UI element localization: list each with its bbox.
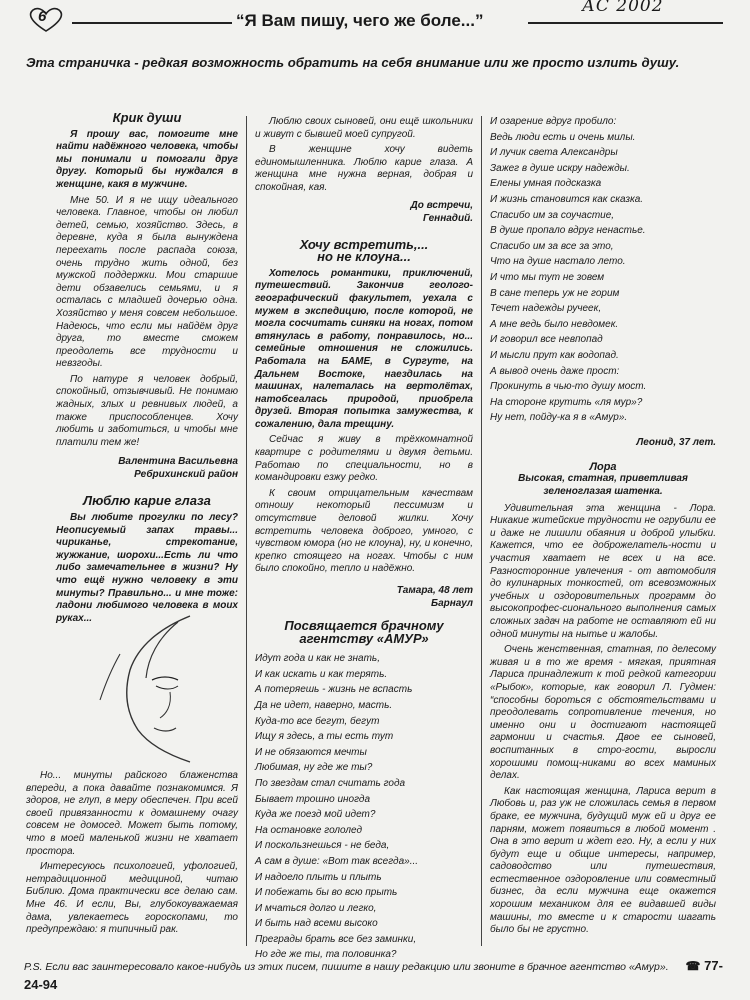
poem-line: А сам в душе: «Вот так всегда»...	[255, 855, 419, 867]
article-paragraph: Как настоящая женщина, Лариса верит в Любовь и, раз уж не сложилась семья в первом браке, ее мужчина, будущий муж ей и друг ее парням, может появиться в любой момент . Она в это верит и ждет его. Ну, а если у них будут еще и общие интересы, например, садоводство или путешествия, естественное оздоровление или совместный бизнес, да если мужчина еще окажется хорошим механиком для ее видавшей виды машины, то вместе и к старости шагать было бы не грустно.	[490, 785, 716, 936]
phone-number: 77-24-94	[24, 958, 723, 992]
poem-line: Спасибо им за все за это,	[490, 240, 614, 252]
signature-greeting: До встречи,	[410, 199, 473, 211]
poem-line: И говорил все невпопад	[490, 334, 603, 346]
telephone-icon: ☎	[685, 959, 701, 973]
poem	[490, 114, 716, 426]
signature-name: Валентина Васильевна	[118, 456, 238, 468]
header-rule-left	[72, 22, 232, 24]
article-paragraph: Мне 50. И я не ищу идеального человека. Главное, чтобы он любил детей, семью, хозяйство. Здесь, в деревне, куда я была вынуждена переехать после распада союза, очень трудно жить одной, без мужской поддержки. Мои старшие дети обзавелись семьями, и я осталась с младшей дочерью одна. Хозяйство у меня совсем небольшое. Надеюсь, что если мы найдём друг друга, то вместе сможем преодолеть все трудности и невзгоды.	[56, 194, 238, 370]
article-paragraph: Я прошу вас, помогите мне найти надёжного человека, чтобы мы понимали и помогали друг другу. Который бы нуждался в женщине, какя в мужчине.	[56, 128, 238, 190]
poem-line: И побежать бы во всю прыть	[255, 887, 398, 899]
article-paragraph: В женщине хочу видеть единомышленника. Люблю карие глаза. А женщина мне нужна верная, добрая и спокойная, кая.	[255, 144, 473, 193]
article-heading: агентству «АМУР»	[299, 630, 429, 646]
poem-line: Ищу я здесь, а ты есть тут	[255, 731, 394, 743]
article-heading: но не клоуна...	[317, 249, 411, 265]
poem-line: По звездам стал считать года	[255, 777, 406, 789]
poem-line: Прокинуть в чью-то душу мост.	[490, 381, 647, 393]
poem-line: Ну нет, пойду-ка я в «Амур».	[490, 412, 628, 424]
poem-line: Течет надежды ручеек,	[490, 303, 602, 315]
article-paragraph: Удивительная эта женщина - Лора. Никакие житейские трудности не огрубили ее и даже не лишили обаяния и доброй улыбки. Кажется, что ее доброжелатель-ности и участия хватает не всех и на все. Разносторонние увлечения - от автомобиля до кулинарных тонкостей, от всевозможных учебных и оздоровительных программ до высокопрофес-сионального выполнения самых сложных задач на работе не оставляют ей ни одной минуты на нытье и жалобы.	[490, 502, 716, 640]
column-right	[490, 114, 716, 940]
signature-name: Геннадий.	[422, 212, 473, 224]
article-heading: Люблю карие глаза	[83, 493, 211, 509]
poem-line: В душе пропало вдруг ненастье.	[490, 225, 646, 237]
poem-line: Зажег в душе искру надежды.	[490, 162, 630, 174]
poem-line: А потеряешь - жизнь не вспасть	[255, 684, 413, 696]
intro-text: Эта страничка - редкая возможность обратить на себя внимание или же просто излить душу.	[26, 55, 680, 70]
signature-name: Тамара, 48 лет	[396, 585, 473, 596]
poem-line: Спасибо им за соучастие,	[490, 209, 615, 221]
poem-line: И надоело плыть и плыть	[255, 871, 382, 883]
poem	[255, 651, 473, 963]
signature-place: Барнаул	[430, 598, 473, 609]
page-title: “Я Вам пишу, чего же боле...”	[236, 11, 484, 30]
poem-line: В сане теперь уж не горим	[490, 287, 620, 299]
poem-line: И что мы тут не зовем	[490, 271, 605, 283]
poem-line: И жизнь становится как сказка.	[490, 193, 644, 205]
article-paragraph: Вы любите прогулки по лесу? Неописуемый запах травы... чириканье, стрекотание, жужжание, шорохи...Есть ли что либо замечательнее в жизни? Ну что ещё нужно человеку в эти минуты? Правильно... и мне тоже: ладони любимого человека в моих руках...	[56, 512, 238, 624]
poem-line: Куда же поезд мой идет?	[255, 809, 376, 821]
article-paragraph: Люблю своих сыновей, они ещё школьники и живут с бывшей моей супругой.	[255, 116, 473, 140]
footer-ps	[24, 957, 734, 995]
page-number: 6	[38, 8, 47, 25]
signature-name: Леонид, 37 лет.	[636, 436, 716, 448]
poem-line: И мысли прут как водопад.	[490, 349, 619, 361]
poem-line: Любимая, ну где же ты?	[255, 762, 373, 774]
poem-line: Что на душе настало лето.	[490, 256, 626, 268]
poem-line: И не обязаются мечты	[255, 746, 367, 758]
article-paragraph: Хотелось романтики, приключений, путешествий. Закончив геолого-географический факультет, уехала с мужем в экспедицию, после которой, не могла сосчитать синяки на ногах, потом втянулась в работу, понравилось, но... семейные отношения не сложились. Работала на БАМЕ, в Сургуте, на Дальнем Востоке, наездилась на машинах, налеталась на вертолётах, натобсеалась природой, приобрела друзей. Вторая попытка замужества, к сожалению, дала трещину.	[255, 267, 473, 430]
article-heading: Крик души	[112, 110, 182, 125]
article-paragraph: К своим отрицательным качествам отношу некоторый пессимизм и отсутствие деловой жилки. Хочу встретить человека доброго, умного, с чувством юмора (но не клоуна), ну, и конечно, крепко стоящего на ногах. Чтобы с ним было спокойно, тепло и надёжно.	[255, 487, 473, 575]
article-paragraph: Очень женственная, статная, по делесому живая и в то же время - мягкая, приятная Лариса принадлежит к той редкой категории «Рыбок», которые, как говорил Л. Гудмен: “способны бороться с обстоятельствами и преодолевать сопротивление течения, но именно они и достигают настоящей гармонии и счастья. Двое ее сыновей, воспитанных в стро-гости, выросли хорошими помощ-никами во всех маминых делах.	[490, 644, 716, 782]
poem-line: На стороне крутить «ля мур»?	[490, 396, 643, 408]
poem-line: И как искать и как терять.	[255, 668, 388, 680]
poem-line: Преграды брать все без заминки,	[255, 933, 417, 945]
column-left-lower	[26, 770, 238, 940]
signature-place: Ребрихинский район	[134, 469, 238, 481]
header-rule-right	[528, 22, 723, 24]
column-divider	[246, 116, 247, 946]
poem-line: И мчаться долго и легко,	[255, 902, 377, 914]
poem-line: И лучик света Александры	[490, 147, 618, 159]
article-heading: Лора	[589, 460, 617, 473]
poem-line: Куда-то все бегут, бегут	[255, 715, 380, 727]
poem-line: И поскользнешься - не беда,	[255, 840, 390, 852]
poem-line: А вывод очень даже прост:	[490, 365, 620, 377]
poem-line: А мне ведь было невдомек.	[490, 318, 619, 330]
poem-line: Да не идет, наверно, масть.	[255, 699, 393, 711]
poem-line: Ведь люди есть и очень милы.	[490, 131, 636, 143]
article-paragraph: По натуре я человек добрый, спокойный, отзывчивый. Не понимаю жадных, злых и ревнивых людей, а также приспособленцев. Хочу любить и заботиться, и чтобы мне платили тем же!	[56, 373, 238, 448]
footer-text: P.S. Если вас заинтересовало какое-нибудь из этих писем, пишите в нашу редакцию или звоните в брачное агентство «Амур».	[24, 961, 669, 973]
article-paragraph: Но... минуты райского блаженства впереди, а пока давайте познакомимся. Я здоров, не глуп, в меру обеспечен. При всей своей привязанности к домашнему очагу совсем не домосед. Может быть потому, что в моей маленькой жизни не хватает простора.	[26, 770, 238, 857]
poem-line: Бывает трошно иногда	[255, 793, 371, 805]
poem-line: И быть над всеми высоко	[255, 918, 378, 930]
article-heading: Посвящается брачному	[284, 618, 444, 633]
handwritten-reference: АС 2002	[582, 0, 664, 16]
poem-line: Но где же ты, та половинка?	[255, 949, 397, 961]
poem-line: На остановке гололед	[255, 824, 363, 836]
article-paragraph: Сейчас я живу в трёхкомнатной квартире с родителями и двумя детьми. Работаю по специальности, но в командировки езжу редко.	[255, 434, 473, 484]
article-subheading: Высокая, статная, приветливая зеленоглазая шатенка.	[518, 473, 688, 498]
sketch-illustration	[60, 608, 235, 768]
column-middle	[255, 116, 473, 963]
article-paragraph: Интересуюсь психологией, уфологией, нетрадиционной медициной, читаю Библию. Дома практически все делаю сам. Мне 46. И если, Вы, глубокоуважаемая дама, увлекаетесь гороскопами, то предупреждаю: я типичный рак.	[26, 861, 238, 936]
article-heading: Хочу встретить,...	[299, 236, 429, 252]
column-left	[56, 112, 238, 628]
poem-line: Елены умная подсказка	[490, 178, 602, 190]
poem-line: Идут года и как не знать,	[255, 653, 380, 665]
column-divider	[481, 116, 482, 946]
poem-line: И озарение вдруг пробило:	[490, 116, 617, 127]
